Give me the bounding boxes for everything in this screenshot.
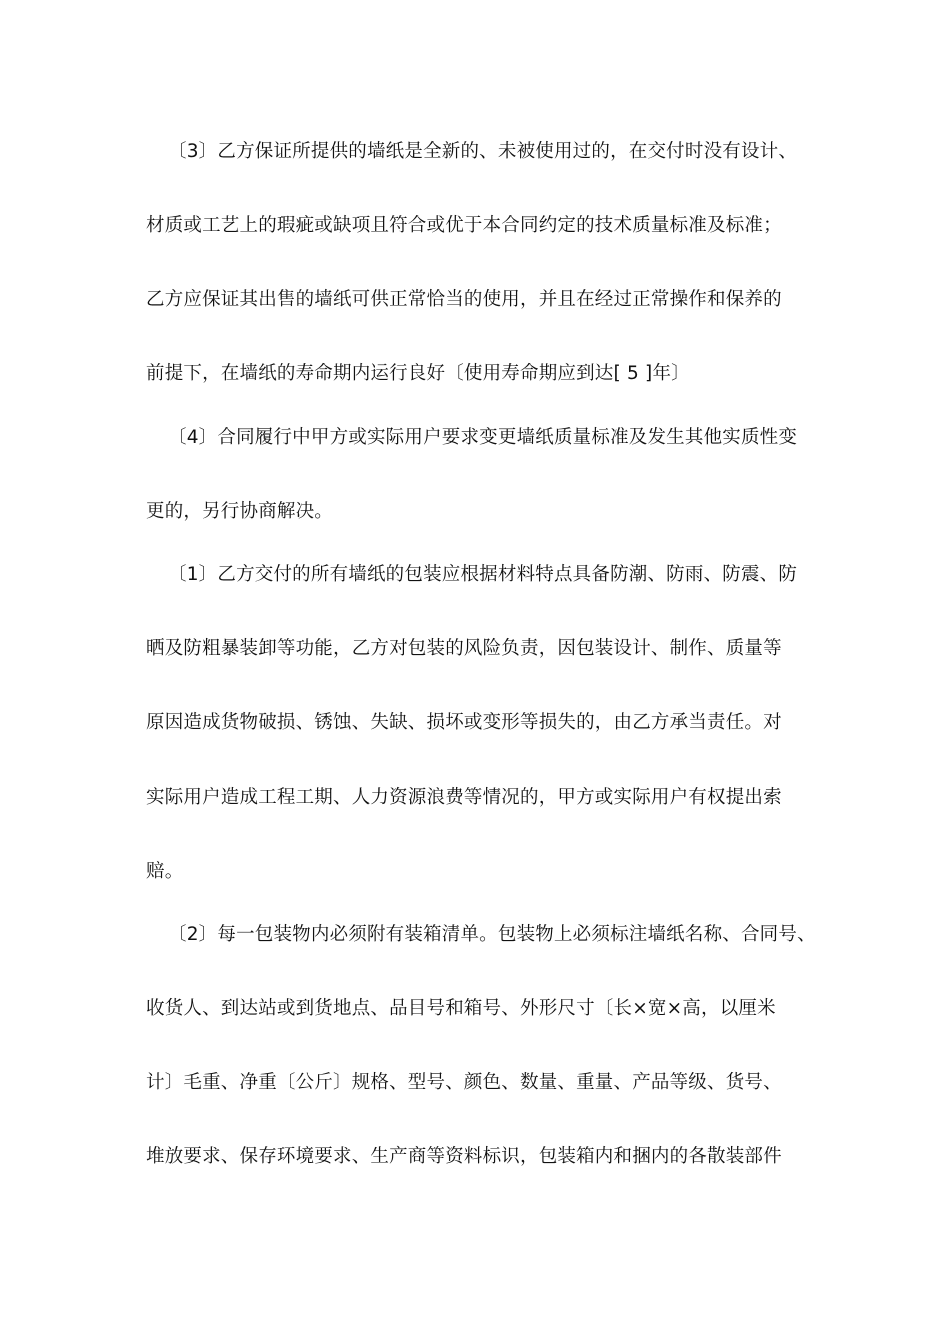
paragraph-line: 前提下，在墙纸的寿命期内运行良好〔使用寿命期应到达[ 5 ]年〕: [146, 363, 690, 384]
paragraph-line: 〔2〕每一包装物内必须附有装箱清单。包装物上必须标注墙纸名称、合同号、: [168, 924, 816, 945]
paragraph-line: 堆放要求、保存环境要求、生产商等资料标识，包装箱内和捆内的各散装部件: [146, 1146, 782, 1167]
paragraph-line: 原因造成货物破损、锈蚀、失缺、损坏或变形等损失的，由乙方承当责任。对: [146, 712, 782, 733]
paragraph-line: 计〕毛重、净重〔公斤〕规格、型号、颜色、数量、重量、产品等级、货号、: [146, 1072, 782, 1093]
paragraph-line: 〔4〕合同履行中甲方或实际用户要求变更墙纸质量标准及发生其他实质性变: [168, 427, 798, 448]
paragraph-line: 实际用户造成工程工期、人力资源浪费等情况的，甲方或实际用户有权提出索: [146, 787, 782, 808]
paragraph-line: 收货人、到达站或到货地点、品目号和箱号、外形尺寸〔长×宽×高，以厘米: [146, 998, 776, 1019]
paragraph-line: 更的，另行协商解决。: [146, 501, 334, 522]
paragraph-line: 〔3〕乙方保证所提供的墙纸是全新的、未被使用过的，在交付时没有设计、: [168, 141, 798, 162]
paragraph-line: 材质或工艺上的瑕疵或缺项且符合或优于本合同约定的技术质量标准及标准；: [146, 215, 782, 236]
paragraph-line: 〔1〕乙方交付的所有墙纸的包装应根据材料特点具备防潮、防雨、防震、防: [168, 564, 798, 585]
paragraph-line: 乙方应保证其出售的墙纸可供正常恰当的使用，并且在经过正常操作和保养的: [146, 289, 782, 310]
paragraph-line: 赔。: [146, 861, 184, 882]
paragraph-line: 晒及防粗暴装卸等功能，乙方对包装的风险负责，因包装设计、制作、质量等: [146, 638, 782, 659]
